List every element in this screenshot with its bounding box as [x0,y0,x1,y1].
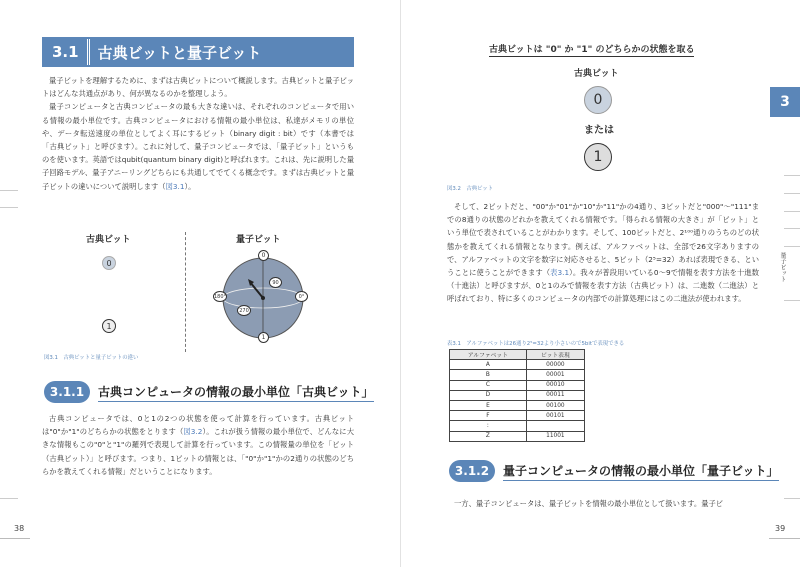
table-cell-letter: A [450,360,527,370]
table-cell-letter: : [450,421,527,431]
table-row [450,390,585,400]
sphere-right-label: 0° [295,291,308,302]
sphere-upper-label: 90 [269,277,282,288]
sphere-bottom-label: 1 [258,332,269,343]
table-row [450,370,585,380]
table-row [450,421,585,431]
subsection-heading [44,380,374,404]
table-cell-letter: F [450,411,527,421]
chapter-tab[interactable]: 3 [770,87,800,117]
paragraph: 一方、量子コンピュータは、量子ビットを情報の最小単位として扱います。量子ビ [454,499,724,508]
footer-rule [0,538,30,539]
paragraph: 量子ビットを理解するために、まずは古典ビットについて概説します。古典ビットと量子ビットはどんな共通点があり、何が異なるのかを整理しよう。 [42,76,354,99]
margin-tick [784,193,800,194]
table-cell-bits: 00011 [526,390,584,400]
subsection-title: 古典コンピュータの情報の最小単位「古典ビット」 [98,383,374,402]
intro-text [42,74,354,193]
paragraph-text: ）。これが扱う情報の最小単位で、どんなに大きな情報もこの"0"と"1"の羅列で表現して計算を行っています。この情報量の単位を「ビット（古典ビット）」と呼びます。つまり、1ビットの情報とは、「"0"か"1"かの2通りの状態のどちらかを教えてくれる情報」だということになります。 [42,427,354,476]
classical-bit-label: 古典ビット [86,235,131,245]
section-heading [42,37,354,67]
paragraph-text: ）。 [184,181,196,191]
section-number: 3.1 [52,43,79,61]
table-reference[interactable]: 表3.1 [550,268,570,278]
margin-tick [784,246,800,247]
right-page [400,0,800,567]
margin-tick [784,211,800,212]
margin-tick [0,207,18,208]
section-separator [87,39,90,65]
bit-zero: 0 [102,256,116,270]
margin-tick [784,175,800,176]
classical-bit-label: 古典ビット [574,69,619,79]
alphabet-table [449,349,585,442]
bit-one: 1 [584,143,612,171]
figure-reference[interactable]: 図3.2 [183,427,203,437]
paragraph [42,412,354,478]
table-cell-letter: E [450,400,527,410]
sphere-left-label: 180° [213,291,227,302]
table-row [450,380,585,390]
page-number: 39 [775,524,786,533]
quantum-bit-label: 量子ビット [236,235,281,245]
margin-tick [0,498,18,499]
margin-tick [0,190,18,191]
bit-one: 1 [102,319,116,333]
section-title: 古典ビットと量子ビット [97,43,262,62]
bit-zero: 0 [584,86,612,114]
side-label: 量子ビット [779,252,786,282]
paragraph-text: 古典コンピュータでは、0と1の2つの状態を使って計算を行っています。古典ビットは"0"か"1"のどちらかの状態をとります（ [42,414,354,437]
or-label: または [584,125,614,136]
table-cell-letter: B [450,370,527,380]
figure-reference[interactable]: 図3.1 [165,181,185,191]
table-header: ビット表現 [526,350,584,360]
table-cell-letter: D [450,390,527,400]
table-cell-letter: Z [450,431,527,441]
divider [185,232,186,352]
margin-tick [784,498,800,499]
paragraph-text: 量子コンピュータと古典コンピュータの最も大きな違いは、それぞれのコンピュータで用いる情報の最小単位です。古典コンピュータにおける情報の最小単位は、私達がメモリの単位や、データ転送速度の単位としてよく耳にするビット（binary digit : bit）です（本書では「古典ビット」と呼びます）。これに対して、量子コンピュータでは、「量子ビット」というものを使います。英語ではqubit(quantum binary digit)と呼ばれます。これは、先に説明した量子回路モデル、量子アニーリングどちらにも共通してでてくる概念です。まずは古典ビットと量子ビットの違いについて説明します（ [42,102,354,191]
table-header-row [450,350,585,360]
table-row [450,411,585,421]
sphere-lower-label: 270 [237,305,251,316]
page-number: 38 [14,524,25,533]
table-row [450,431,585,441]
table-cell-letter: C [450,380,527,390]
table-row [450,400,585,410]
footer-rule [769,538,800,539]
table-header: アルファベット [450,350,527,360]
table-cell-bits: 00101 [526,411,584,421]
table-cell-bits: 00010 [526,380,584,390]
table-cell-bits: 00000 [526,360,584,370]
table-cell-bits: 00001 [526,370,584,380]
subsection-title: 量子コンピュータの情報の最小単位「量子ビット」 [503,462,779,481]
margin-tick [784,228,800,229]
paragraph-text: そして、2ビットだと、"00"か"01"か"10"か"11"かの4通り、3ビットだと"000"〜"111"までの8通りの状態のどれかを教えてくれる情報です。「得られる情報の大きさ」が「ビット」という単位で表されていることがわかります。そして、100ビットだと、2¹⁰⁰通りのうちのどの状態かを教えてくれる情報となります。例えば、アルファベットは、全部で26文字ありますので、アルファベットの文字を数字に対応させると、5ビット（2⁵=32）あれば表現できる、ということに使うことができます（ [447,202,759,278]
figure-3-1 [42,230,354,355]
table-cell-bits: 11001 [526,431,584,441]
sphere-center [261,296,265,300]
margin-tick [784,300,800,301]
sphere-top-label: 0 [258,250,269,261]
figure-title: 古典ビットは "0" か "1" のどちらかの状態を取る [489,42,694,57]
subsection-heading [449,459,779,483]
table-cell-bits: 00100 [526,400,584,410]
subsection-number: 3.1.1 [44,381,90,403]
table-row [450,360,585,370]
paragraph-text: ）。我々が普段用いている0〜9で情報を表す方法を十進数（十進法）と呼びますが、0と1のみで情報を表す方法（古典ビット）は、二進数（二進法）と呼ばれており、特に多くのコンピュータの内部での計算処理にはこの二進法が使われます。 [447,268,760,304]
figure-caption: 図3.2 古典ビット [447,186,494,192]
figure-caption: 図3.1 古典ビットと量子ビットの違い [44,355,139,361]
paragraph [42,100,354,192]
table-caption: 表3.1 アルファベットは26通り2⁵=32より小さいので5bitで表現できる [447,341,625,347]
subsection-number: 3.1.2 [449,460,495,482]
paragraph [447,200,759,306]
table-cell-bits [526,421,584,431]
